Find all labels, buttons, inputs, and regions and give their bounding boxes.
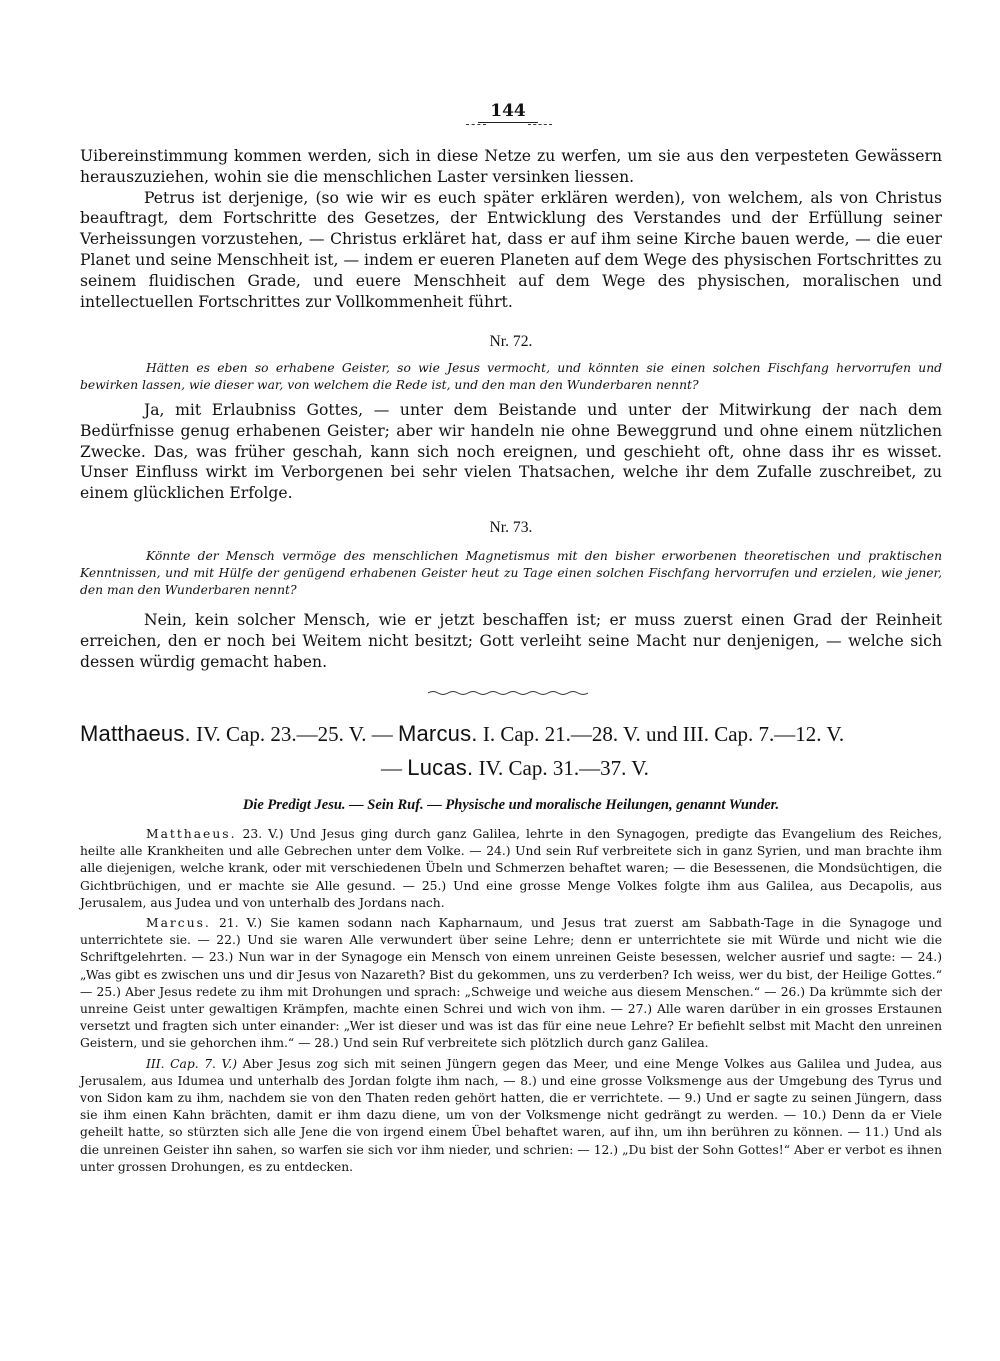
page-number-rule-left (466, 124, 486, 125)
passage-matthaeus-label: Matthaeus. (146, 827, 237, 841)
page-number-rule-right (528, 124, 552, 125)
heading-lucas-ref: IV. Cap. 31.—37. V. (478, 756, 649, 780)
question-72-block (80, 360, 942, 394)
answer-73-block (80, 610, 942, 672)
question-73-text: Könnte der Mensch vermöge des menschlichen Magnetismus mit den bisher erworbenen theoretischen und praktischen Kenntnissen, und mit Hülfe der genügend erhabenen Geister heut zu Tage einen solchen Fischfang hervorrufen und erzielen, wie jener, den man den Wunderbaren nennt? (80, 549, 942, 598)
heading-lucas: Lucas. (407, 755, 474, 780)
heading-matthaeus: Matthaeus. (80, 721, 191, 746)
question-73-block (80, 548, 942, 600)
passage-cap7-label: III. Cap. 7. V.) (146, 1056, 237, 1071)
section-heading-line-1 (80, 720, 950, 748)
intro-paragraph-1: Uibereinstimmung kommen werden, sich in diese Netze zu werfen, um sie aus den verpesteten Gewässern herauszuziehen, wohin sie die menschlichen Laster versinken liessen. (80, 147, 942, 186)
intro-text (80, 146, 942, 312)
intro-paragraph-2: Petrus ist derjenige, (so wie wir es euch später erklären werden), von welchem, als von Christus beauftragt, dem Fortschritte des Gesetzes, der Entwicklung des Verstandes und der Erfüllung seiner Verheissungen vorzustehen, — Christus erkläret hat, dass er auf ihm seine Kirche bauen werde, — die euer Planet und seine Menschheit ist, — indem er eueren Planeten auf dem Wege des physischen Fortschrittes zu seinem fluidischen Grade, und euere Menschheit auf dem Wege des physischen, moralischen und intellectuellen Fortschrittes zur Vollkommenheit führt. (80, 188, 942, 311)
heading-matthaeus-ref: IV. Cap. 23.—25. V. — (196, 722, 393, 746)
question-number-73: Nr. 73. (489, 519, 533, 536)
page-number: 144 (478, 100, 538, 123)
passage-matthaeus (80, 826, 942, 912)
section-heading-line-2 (80, 754, 950, 782)
passage-marcus (80, 915, 942, 1053)
heading-marcus: Marcus. (397, 721, 478, 746)
question-72-text: Hätten es eben so erhabene Geister, so wie Jesus vermocht, und könnten sie einen solchen Fischfang hervorrufen und bewirken lassen, wie dieser war, von welchem die Rede ist, und den man den Wunderbaren nennt? (80, 361, 942, 393)
heading-marcus-ref: I. Cap. 21.—28. V. und III. Cap. 7.—12. V. (482, 722, 845, 746)
gospel-passages (80, 826, 942, 1176)
passage-marcus-text: 21. V.) Sie kamen sodann nach Kapharnaum, und Jesus trat zuerst am Sabbath-Tage in die Synagoge und unterrichtete sie. — 22.) Und sie waren Alle verwundert über seine Lehre; denn er unterrichtete sie mit Würde und nicht wie die Schriftgelehrten. — 23.) Nun war in der Synagoge ein Mensch von einem unreinen Geiste besessen, welcher ausrief und sagte: — 24.) „Was gibt es zwischen uns und dir Jesus von Nazareth? Bist du gekommen, uns zu verderben? Ich weiss, wer du bist, der Heilige Gottes.“ — 25.) Aber Jesus redete zu ihm mit Drohungen und sprach: „Schweige und weiche aus diesem Menschen.“ — 26.) Da krümmte sich der unreine Geist unter gewaltigen Krämpfen, machte einen Schrei und wich von ihm. — 27.) Alle waren darüber in ein grosses Erstaunen versetzt und fragten sich unter einander: „Wer ist dieser und was ist das für eine neue Lehre? Er befiehlt selbst mit Macht den unreinen Geistern, und sie gehorchen ihm.“ — 28.) Und sein Ruf verbreitete sich plötzlich durch ganz Galilea. (80, 916, 942, 1051)
answer-72-text: Ja, mit Erlaubniss Gottes, — unter dem Beistande und unter der Mitwirkung der nach dem Bedürfnisse genug erhabenen Geister; aber wir handeln nie ohne Beweggrund und ohne einem nützlichen Zwecke. Das, was früher geschah, kann sich noch ereignen, und geschieht oft, ohne dass ihr es wisset. Unser Einfluss wirkt im Verborgenen bei sehr vielen Thatsachen, welche ihr dem Zufalle zuschreibet, zu einem glücklichen Erfolge. (80, 401, 942, 503)
passage-cap7 (80, 1056, 942, 1176)
answer-72-block (80, 400, 942, 504)
section-subtitle: Die Predigt Jesu. — Sein Ruf. — Physische und moralische Heilungen, genannt Wunder. (242, 797, 780, 813)
heading-lucas-dash: — (381, 756, 403, 780)
passage-matthaeus-text: 23. V.) Und Jesus ging durch ganz Galilea, lehrte in den Synagogen, predigte das Evangelium des Reiches, heilte alle Krankheiten und alle Gebrechen unter dem Volke. — 24.) Und sein Ruf verbreitete sich in ganz Syrien, und man brachte ihm alle diejenigen, welche krank, oder mit verschiedenen Übeln und Schmerzen behaftet waren; — die Besessenen, die Mondsüchtigen, die Gichtbrüchigen, und er machte sie Alle gesund. — 25.) Und eine grosse Menge Volkes folgte ihm aus Galilea, aus Decapolis, aus Jerusalem, aus Judea und von unterhalb des Jordans nach. (80, 827, 942, 910)
answer-73-text: Nein, kein solcher Mensch, wie er jetzt beschaffen ist; er muss zuerst einen Grad der Reinheit erreichen, den er noch bei Weitem nicht besitzt; Gott verleiht seine Macht nur denjenigen, — welche sich dessen würdig gemacht haben. (80, 611, 942, 671)
question-number-72: Nr. 72. (489, 333, 533, 350)
passage-marcus-label: Marcus. (146, 916, 211, 931)
passage-cap7-text: Aber Jesus zog sich mit seinen Jüngern gegen das Meer, und eine Menge Volkes aus Galilea und Judea, aus Jerusalem, aus Idumea und unterhalb des Jordan folgte ihm nach, — 8.) und eine grosse Volksmenge aus der Umgebung des Tyrus und von Sidon kam zu ihm, nachdem sie von den Thaten reden gehört hatten, die er verrichtete. — 9.) Und er sagte zu seinen Jüngern, dass sie ihm einen Kahn brächten, damit er ihm dazu diene, um von der Volksmenge nicht gedrängt zu werden. — 10.) Denn da er Viele geheilt hatte, so stürzten sich alle Jene die von irgend einem Übel behaftet waren, auf ihn, um ihn berühren zu können. — 11.) Und als die unreinen Geister ihn sahen, so warfen sie sich vor ihm nieder, und schrien: — 12.) „Du bist der Sohn Gottes!“ Aber er verbot es ihnen unter grossen Drohungen, es zu entdecken. (80, 1056, 942, 1174)
ornamental-divider (428, 690, 588, 696)
